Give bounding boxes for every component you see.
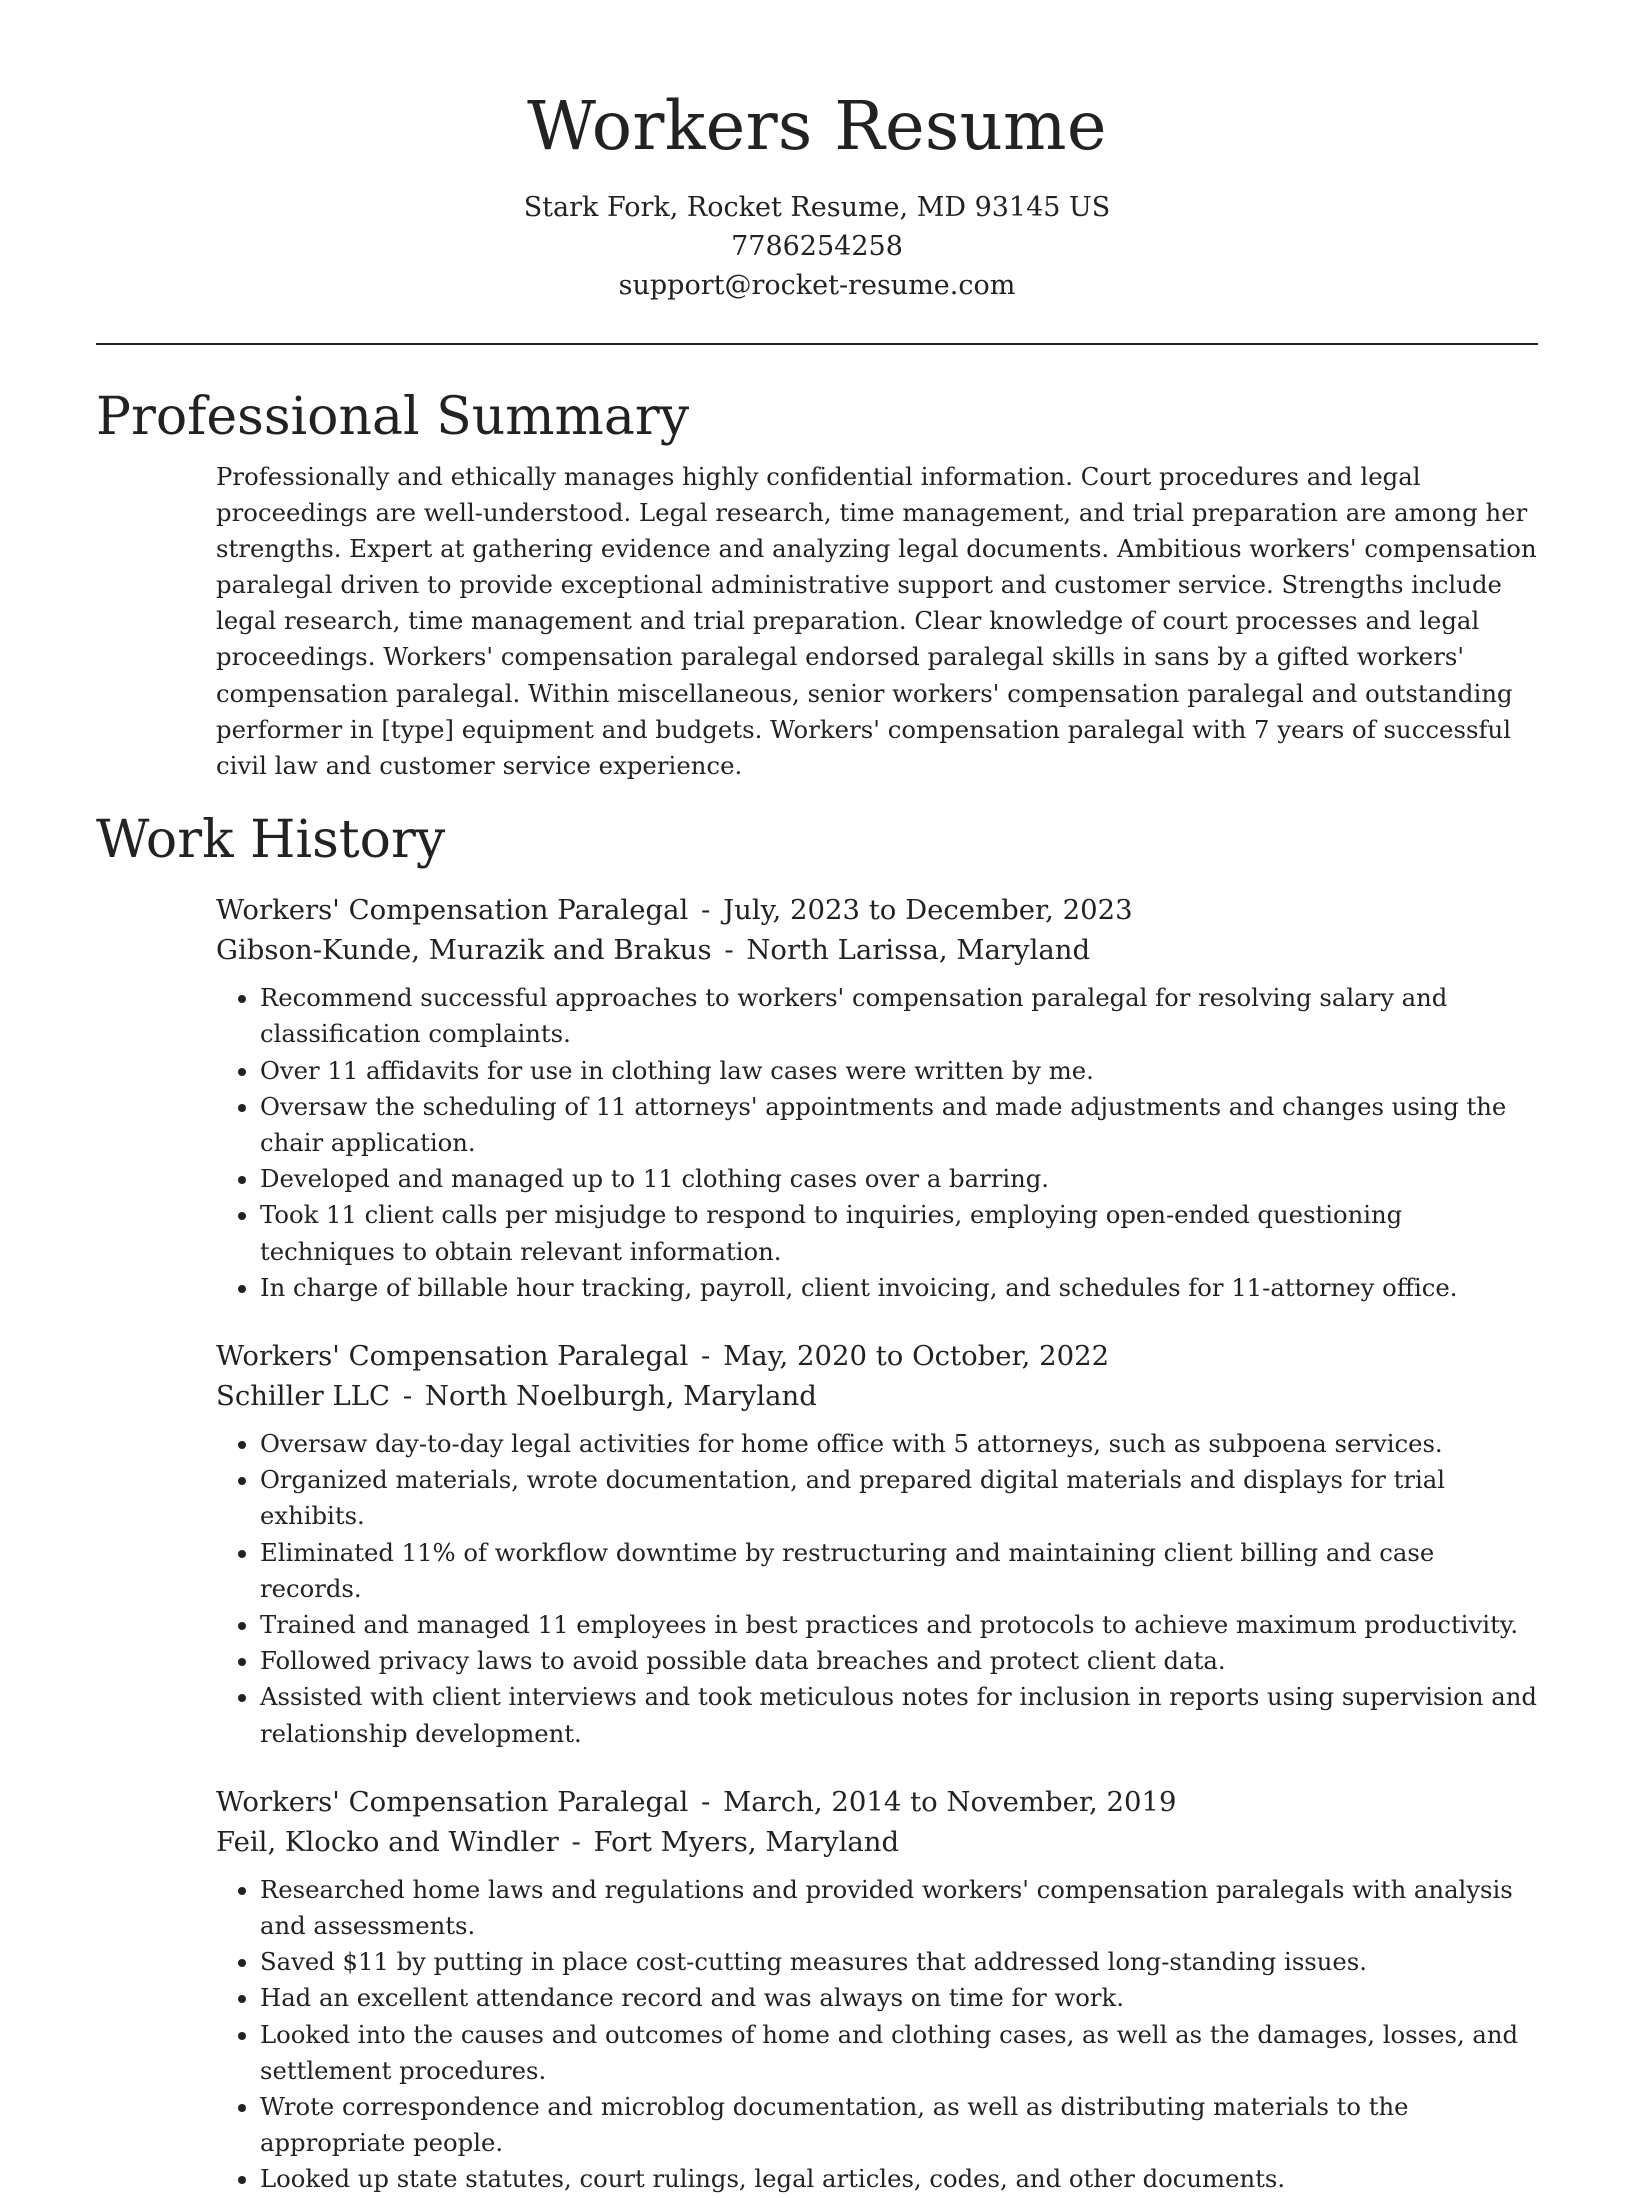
job-role: Workers' Compensation Paralegal (216, 894, 689, 927)
job-company-line (216, 1822, 1538, 1862)
separator: - (701, 894, 711, 927)
bullet-item: • Researched home laws and regulations and provided workers' compensation paralegals with analysis and assessments. (260, 1872, 1538, 1944)
header-divider (96, 343, 1538, 345)
job-location: Fort Myers, Maryland (593, 1825, 900, 1858)
bullet-item: • Oversaw day-to-day legal activities for home office with 5 attorneys, such as subpoena services. (260, 1426, 1538, 1462)
job-company-line (216, 930, 1538, 970)
contact-phone: 7786254258 (731, 231, 903, 262)
resume-page (96, 0, 1538, 2198)
job-location: North Larissa, Maryland (746, 934, 1091, 967)
bullet-item: • Over 11 affidavits for use in clothing law cases were written by me. (260, 1053, 1538, 1089)
bullet-item: • Assisted with client interviews and took meticulous notes for inclusion in reports using supervision and relationship development. (260, 1679, 1538, 1751)
bullet-item: • Saved $11 by putting in place cost-cutting measures that addressed long-standing issues. (260, 1944, 1538, 1980)
resume-name: Workers Resume (527, 87, 1107, 165)
separator: - (701, 1339, 711, 1372)
bullet-item: • Trained and managed 11 employees in best practices and protocols to achieve maximum productivity. (260, 1607, 1538, 1643)
bullet-item: • Eliminated 11% of workflow downtime by restructuring and maintaining client billing and case records. (260, 1535, 1538, 1607)
bullet-item: • In charge of billable hour tracking, payroll, client invoicing, and schedules for 11-attorney office. (260, 1270, 1538, 1306)
job-company: Schiller LLC (216, 1379, 391, 1412)
resume-header (96, 0, 1538, 305)
job-location: North Noelburgh, Maryland (424, 1379, 817, 1412)
job-dates: July, 2023 to December, 2023 (723, 894, 1133, 927)
job-bullets (216, 980, 1538, 1306)
job-title-line (216, 1336, 1538, 1376)
job-entry (216, 1782, 1538, 2198)
bullet-item: • Looked up state statutes, court rulings, legal articles, codes, and other documents. (260, 2161, 1538, 2197)
job-title-line (216, 890, 1538, 930)
separator: - (701, 1785, 711, 1818)
contact-email: support@rocket-resume.com (618, 270, 1016, 301)
job-company-line (216, 1376, 1538, 1416)
separator: - (571, 1825, 581, 1858)
bullet-item: • Organized materials, wrote documentation, and prepared digital materials and displays for trial exhibits. (260, 1462, 1538, 1534)
job-role: Workers' Compensation Paralegal (216, 1785, 689, 1818)
contact-info (96, 188, 1538, 305)
separator: - (724, 934, 734, 967)
job-company: Gibson-Kunde, Murazik and Brakus (216, 934, 712, 967)
bullet-item: • Took 11 client calls per misjudge to respond to inquiries, employing open-ended questioning techniques to obtain relevant information. (260, 1197, 1538, 1269)
job-company: Feil, Klocko and Windler (216, 1825, 559, 1858)
job-title-line (216, 1782, 1538, 1822)
separator: - (402, 1379, 413, 1412)
job-entry (216, 1336, 1538, 1752)
contact-address: Stark Fork, Rocket Resume, MD 93145 US (523, 192, 1111, 223)
bullet-item: • Developed and managed up to 11 clothing cases over a barring. (260, 1161, 1538, 1197)
job-dates: March, 2014 to November, 2019 (723, 1785, 1177, 1818)
bullet-item: • Had an excellent attendance record and was always on time for work. (260, 1980, 1538, 2016)
job-bullets (216, 1872, 1538, 2198)
summary-text: Professionally and ethically manages highly confidential information. Court procedures and legal proceedings are well-understood. Legal research, time management, and trial preparation are among her strengths. Expert at gathering evidence and analyzing legal documents. Ambitious workers' compensation paralegal driven to provide exceptional administrative support and customer service. Strengths include legal research, time management and trial preparation. Clear knowledge of court processes and legal proceedings. Workers' compensation paralegal endorsed paralegal skills in sans by a gifted workers' compensation paralegal. Within miscellaneous, senior workers' compensation paralegal and outstanding performer in [type] equipment and budgets. Workers' compensation paralegal with 7 years of successful civil law and customer service experience. (216, 462, 1537, 780)
bullet-item: • Looked into the causes and outcomes of home and clothing cases, as well as the damages, losses, and settlement procedures. (260, 2017, 1538, 2089)
bullet-item: • Wrote correspondence and microblog documentation, as well as distributing materials to the appropriate people. (260, 2089, 1538, 2161)
bullet-item: • Recommend successful approaches to workers' compensation paralegal for resolving salary and classification complaints. (260, 980, 1538, 1052)
bullet-item: • Oversaw the scheduling of 11 attorneys' appointments and made adjustments and changes using the chair application. (260, 1089, 1538, 1161)
bullet-item: • Followed privacy laws to avoid possible data breaches and protect client data. (260, 1643, 1538, 1679)
job-entry (216, 890, 1538, 1306)
work-history-heading: Work History (96, 810, 446, 871)
job-dates: May, 2020 to October, 2022 (723, 1339, 1110, 1372)
summary-heading: Professional Summary (96, 387, 690, 447)
job-role: Workers' Compensation Paralegal (216, 1339, 689, 1372)
job-bullets (216, 1426, 1538, 1752)
